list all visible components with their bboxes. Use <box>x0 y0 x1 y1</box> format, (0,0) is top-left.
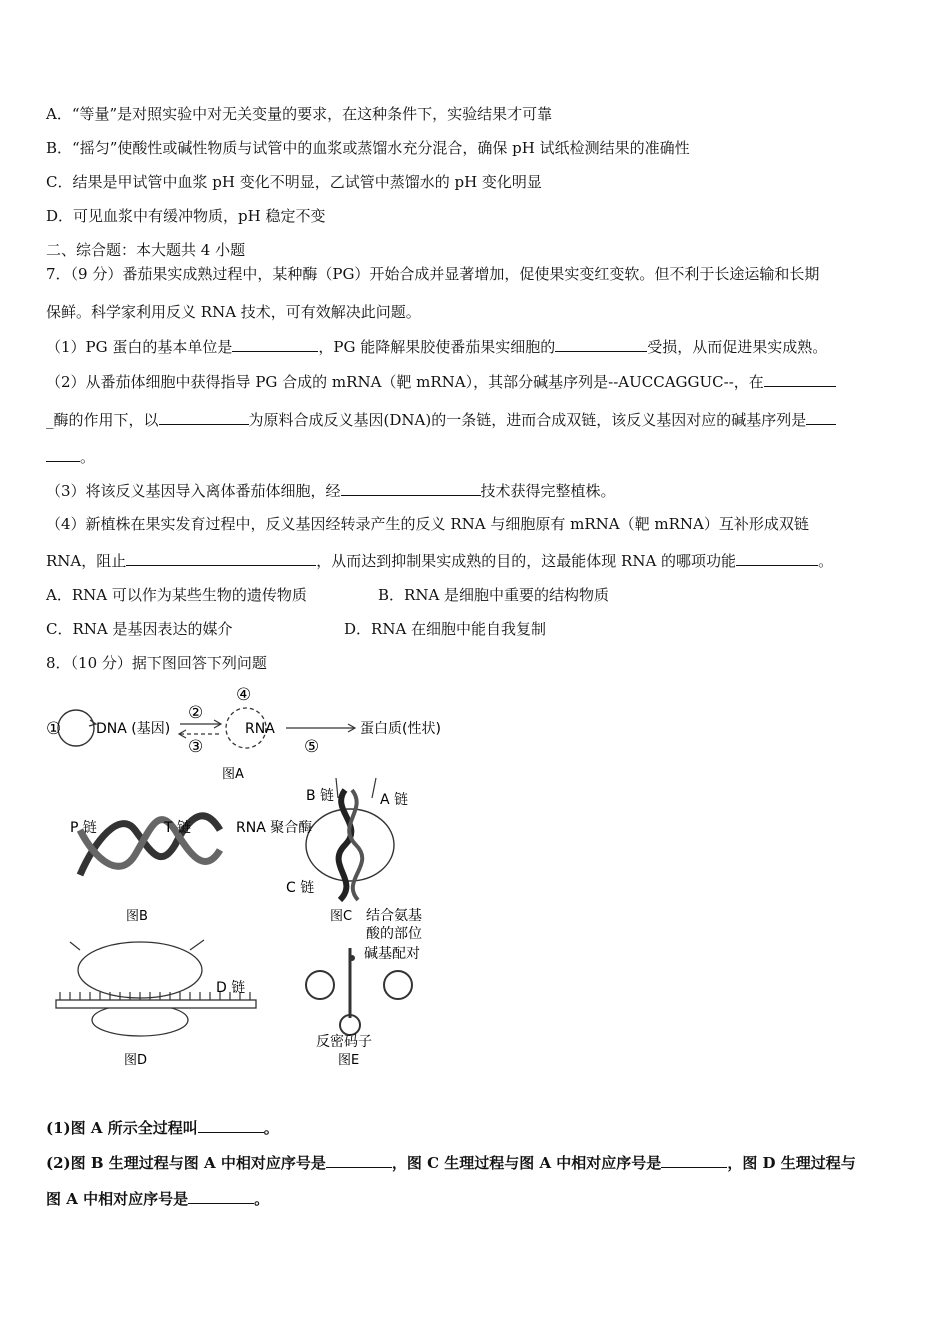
answer-blank[interactable] <box>126 551 316 566</box>
ribosome-large-subunit <box>78 942 202 998</box>
q7-option-b: B．RNA 是细胞中重要的结构物质 <box>378 586 610 604</box>
amino-acid-site <box>349 955 355 961</box>
caption-a: 图A <box>222 767 244 782</box>
q8-part-2-line-2: 图 A 中相对应序号是 。 <box>46 1190 270 1208</box>
q7-part-4-line-1: （4）新植株在果实发育过程中，反义基因经转录产生的反义 RNA 与细胞原有 mRNA（靶 mRNA）互补形成双链 <box>46 515 809 533</box>
label-aa-site-1: 结合氨基 <box>366 908 422 924</box>
mrna-strand <box>56 1000 256 1008</box>
q7-part-1: （1）PG 蛋白的基本单位是 ，PG 能降解果胶使番茄果实细胞的 受损，从而促进果实成熟。 <box>46 338 828 356</box>
answer-blank[interactable] <box>764 372 836 387</box>
label-p-chain: P 链 <box>70 820 97 836</box>
answer-blank[interactable] <box>806 410 836 425</box>
answer-blank[interactable] <box>736 551 818 566</box>
label-rna-polymerase: RNA 聚合酶 <box>236 820 313 836</box>
a-chain-arrow <box>372 778 376 798</box>
q6-option-c: C．结果是甲试管中血浆 pH 变化不明显，乙试管中蒸馏水的 pH 变化明显 <box>46 173 542 191</box>
q6-option-d: D．可见血浆中有缓冲物质，pH 稳定不变 <box>46 207 326 225</box>
dna-helix <box>339 790 352 900</box>
q7-part-2-line-2: _酶的作用下，以 为原料合成反义基因(DNA)的一条链，进而合成双链，该反义基因对应的碱基序列是 <box>46 410 836 430</box>
label-aa-site-2: 酸的部位 <box>366 926 422 942</box>
label-a-chain: A 链 <box>380 792 409 808</box>
replication-loop <box>58 710 94 746</box>
caption-c: 图C <box>330 909 353 924</box>
q8-part-2-line-1: (2)图 B 生理过程与图 A 中相对应序号是 ，图 C 生理过程与图 A 中相对应序号是 ，图 D 生理过程与 <box>46 1154 856 1172</box>
label-1: ① <box>46 719 62 739</box>
label-t-chain: T 链 <box>164 820 192 836</box>
section-heading: 二、综合题：本大题共 4 小题 <box>46 241 246 259</box>
answer-blank[interactable] <box>555 337 647 352</box>
label-base-pairing: 碱基配对 <box>364 946 420 962</box>
q7-part-2-line-1: （2）从番茄体细胞中获得指导 PG 合成的 mRNA（靶 mRNA），其部分碱基序列是--AUCCAGGUC--，在 <box>46 372 836 392</box>
dna-helix-strand <box>349 790 362 900</box>
caption-b: 图B <box>126 909 148 924</box>
answer-blank[interactable] <box>198 1118 264 1133</box>
label-c-chain: C 链 <box>286 880 315 896</box>
answer-blank[interactable] <box>188 1189 254 1204</box>
answer-blank[interactable] <box>326 1153 392 1168</box>
caption-e: 图E <box>338 1053 360 1068</box>
label-b-chain: B 链 <box>306 788 335 804</box>
q8-figure <box>40 680 460 1070</box>
trna-t-loop <box>384 971 412 999</box>
q8-part-1: (1)图 A 所示全过程叫 。 <box>46 1119 279 1137</box>
answer-blank[interactable] <box>46 447 80 462</box>
ribosome-small-subunit <box>92 1004 188 1036</box>
label-anticodon: 反密码子 <box>316 1034 372 1050</box>
q7-stem-line-2: 保鲜。科学家利用反义 RNA 技术，可有效解决此问题。 <box>46 303 421 321</box>
q7-option-d: D．RNA 在细胞中能自我复制 <box>344 620 547 638</box>
trna-d-loop <box>306 971 334 999</box>
answer-blank[interactable] <box>232 337 318 352</box>
label-dna: DNA (基因) <box>96 721 171 737</box>
label-d-chain: D 链 <box>216 980 246 996</box>
q7-option-a: A．RNA 可以作为某些生物的遗传物质 <box>46 586 307 604</box>
q7-option-c: C．RNA 是基因表达的媒介 <box>46 620 233 638</box>
q7-part-3: （3）将该反义基因导入离体番茄体细胞，经 技术获得完整植株。 <box>46 482 616 500</box>
label-4: ④ <box>236 685 252 705</box>
label-5: ⑤ <box>304 737 320 757</box>
q6-option-a: A．“等量”是对照实验中对无关变量的要求，在这种条件下，实验结果才可靠 <box>46 105 553 123</box>
b-chain-arrow <box>336 778 338 798</box>
caption-d: 图D <box>124 1053 148 1068</box>
label-rna: RNA <box>245 721 275 737</box>
label-2: ② <box>188 703 204 723</box>
q7-stem-line-1: 7．（9 分）番茄果实成熟过程中，某种酶（PG）开始合成并显著增加，促使果实变红变软。但不利于长途运输和长期 <box>46 265 820 283</box>
q7-part-4-line-2: RNA，阻止 ，从而达到抑制果实成熟的目的，这最能体现 RNA 的哪项功能 。 <box>46 552 834 570</box>
q8-stem: 8．（10 分）据下图回答下列问题 <box>46 654 267 672</box>
q6-option-b: B．“摇匀”使酸性或碱性物质与试管中的血浆或蒸馏水充分混合，确保 pH 试纸检测结果的准确性 <box>46 139 690 157</box>
answer-blank[interactable] <box>159 410 249 425</box>
q7-part-2-line-3: 。 <box>46 447 95 467</box>
answer-blank[interactable] <box>661 1153 727 1168</box>
answer-blank[interactable] <box>341 481 481 496</box>
label-protein: 蛋白质(性状) <box>360 721 441 737</box>
label-3: ③ <box>188 737 204 757</box>
